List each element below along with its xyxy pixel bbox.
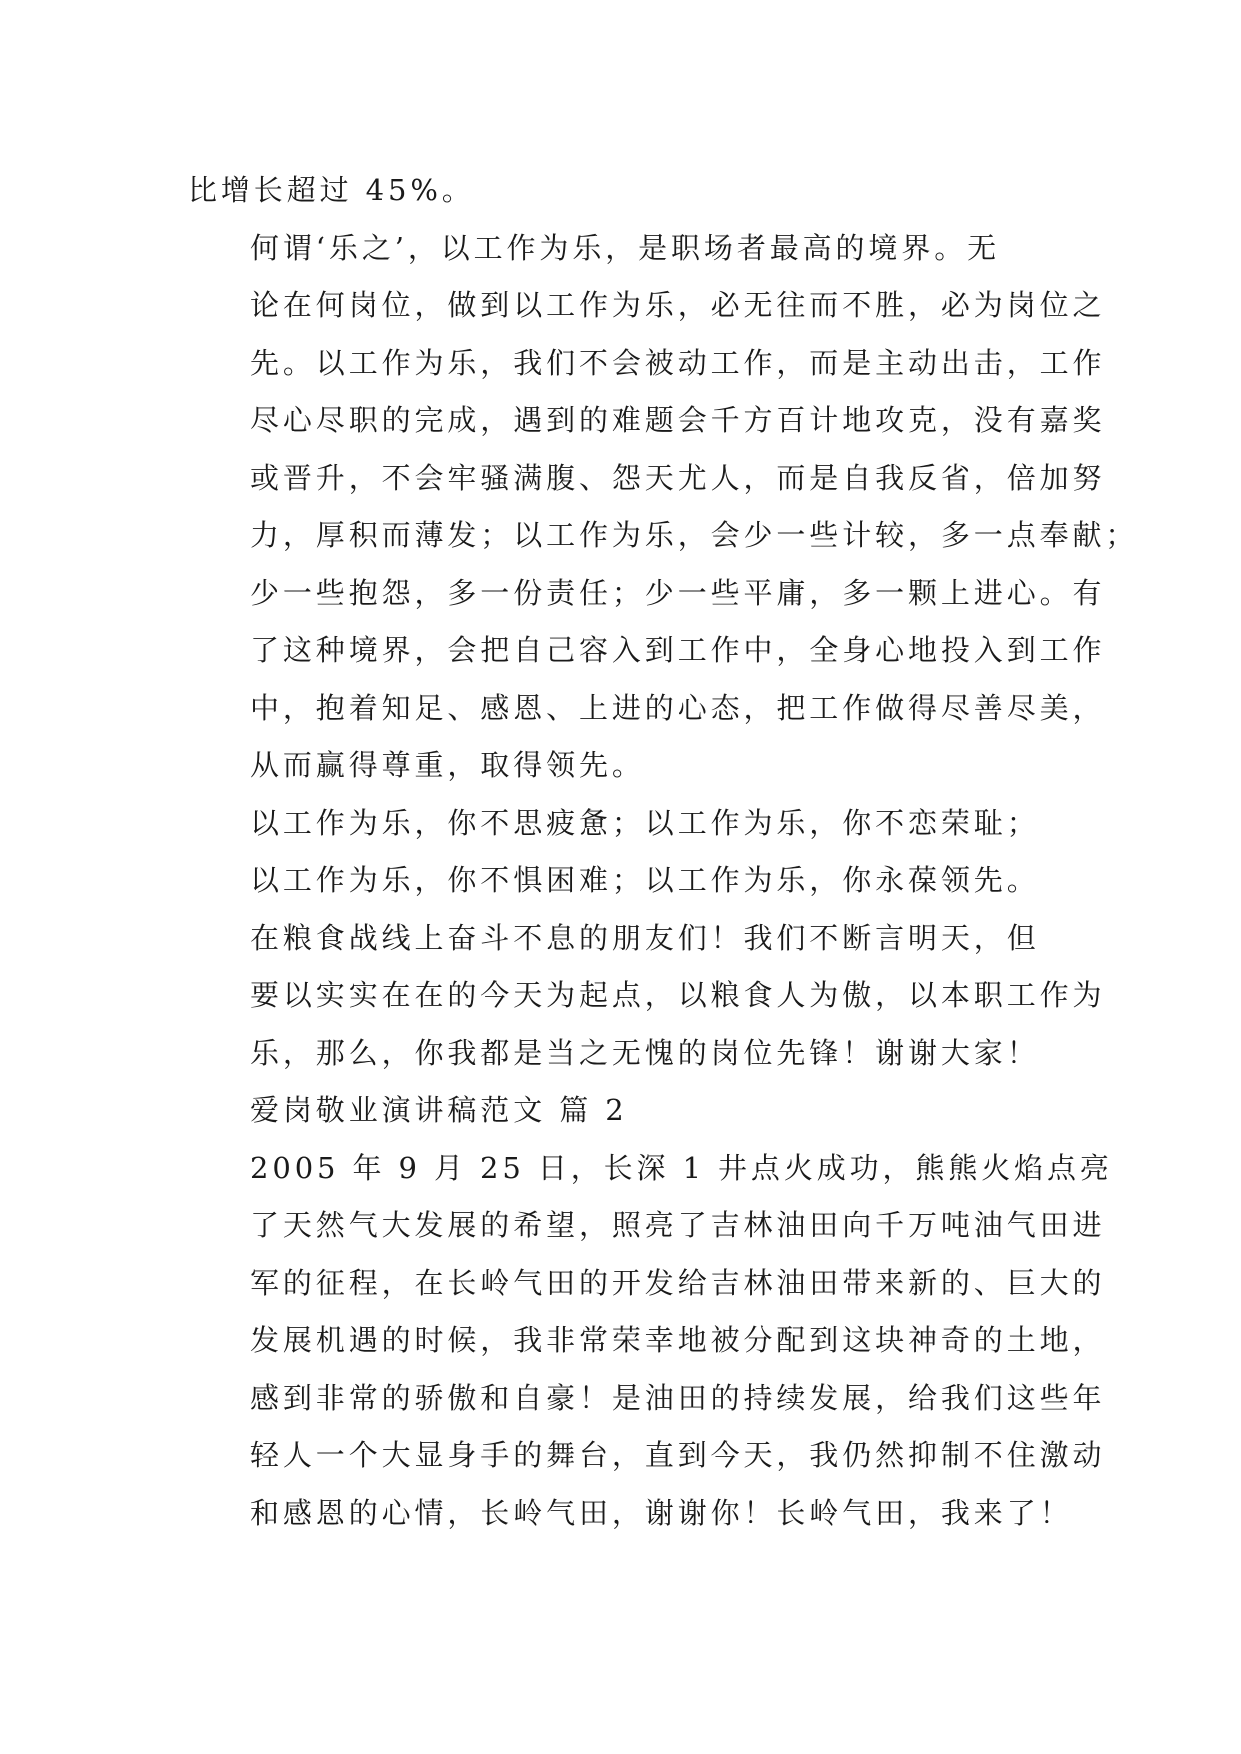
text-line: 何谓‘乐之’，以工作为乐，是职场者最高的境界。无 (250, 230, 1001, 265)
text-line: 要以实实在在的今天为起点，以粮食人为傲，以本职工作为 (250, 978, 1106, 1012)
paragraph (188, 795, 1058, 910)
text-line: 爱岗敬业演讲稿范文 篇 2 (250, 1093, 628, 1127)
text-line: 军的征程，在长岭气田的开发给吉林油田带来新的、巨大的 (250, 1265, 1106, 1300)
text-line: 以工作为乐，你不思疲惫；以工作为乐，你不恋荣耻； (250, 805, 1040, 840)
text-line: 从而赢得尊重，取得领先。 (250, 748, 645, 782)
text-line: 2005 年 9 月 25 日，长深 1 井点火成功，熊熊火焰点亮 (250, 1150, 1113, 1185)
text-line: 在粮食战线上奋斗不息的朋友们！我们不断言明天，但 (250, 920, 1040, 955)
text-line: 力，厚积而薄发；以工作为乐，会少一些计较，多一点奉献； (250, 518, 1139, 552)
paragraph (188, 220, 1139, 795)
document-body (188, 162, 1139, 1542)
text-line: 发展机遇的时候，我非常荣幸地被分配到这块神奇的土地， (250, 1323, 1106, 1357)
text-line: 中，抱着知足、感恩、上进的心态，把工作做得尽善尽美， (250, 690, 1106, 725)
paragraph (188, 910, 1106, 1083)
paragraph (188, 1140, 1113, 1543)
text-line: 了天然气大发展的希望，照亮了吉林油田向千万吨油气田进 (250, 1208, 1106, 1242)
text-line: 和感恩的心情，长岭气田，谢谢你！长岭气田，我来了！ (250, 1495, 1073, 1530)
text-line: 论在何岗位，做到以工作为乐，必无往而不胜，必为岗位之 (250, 288, 1106, 322)
text-line: 少一些抱怨，多一份责任；少一些平庸，多一颗上进心。有 (250, 575, 1106, 610)
text-line: 乐，那么，你我都是当之无愧的岗位先锋！谢谢大家！ (250, 1035, 1040, 1070)
paragraph (188, 162, 1058, 220)
text-line: 比增长超过 45%。 (188, 173, 475, 207)
text-line: 以工作为乐，你不惧困难；以工作为乐，你永葆领先。 (250, 863, 1040, 897)
text-line: 先。以工作为乐，我们不会被动工作，而是主动出击，工作 (250, 345, 1106, 380)
text-line: 了这种境界，会把自己容入到工作中，全身心地投入到工作 (250, 633, 1106, 667)
text-line: 感到非常的骄傲和自豪！是油田的持续发展，给我们这些年 (250, 1380, 1106, 1415)
text-line: 轻人一个大显身手的舞台，直到今天，我仍然抑制不住激动 (250, 1438, 1106, 1472)
text-line: 尽心尽职的完成，遇到的难题会千方百计地攻克，没有嘉奖 (250, 403, 1106, 437)
text-line: 或晋升，不会牢骚满腹、怨天尤人，而是自我反省，倍加努 (250, 460, 1106, 495)
section-heading (188, 1082, 1058, 1140)
